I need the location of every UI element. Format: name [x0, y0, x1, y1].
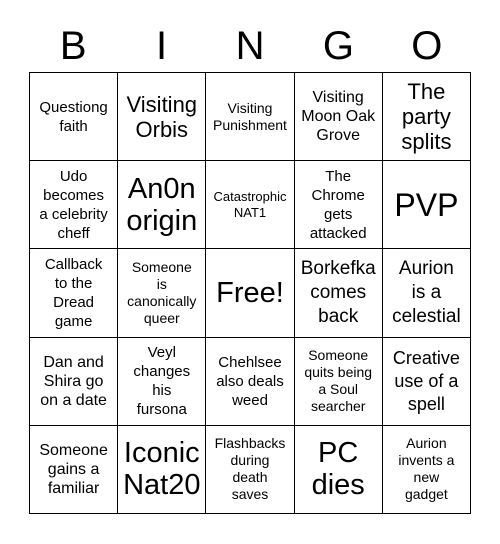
cell-text: Creative use of a spell	[392, 347, 460, 414]
bingo-header	[29, 20, 471, 72]
bingo-cell[interactable]	[295, 338, 383, 426]
cell-text: Callback to the Dread game	[44, 255, 103, 330]
cell-text: Visiting Orbis	[126, 91, 198, 142]
bingo-cell[interactable]	[206, 426, 294, 514]
cell-text: Free!	[216, 276, 284, 309]
cell-text: The party splits	[401, 79, 452, 155]
header-letter-i: I	[156, 24, 168, 68]
bingo-cell[interactable]	[295, 161, 383, 249]
bingo-cell[interactable]	[206, 338, 294, 426]
cell-text: PVP	[394, 186, 459, 223]
bingo-cell[interactable]	[383, 161, 471, 249]
header-letter-o: O	[411, 24, 443, 68]
cell-text: Aurion invents a new gadget	[398, 435, 455, 503]
bingo-cell[interactable]	[118, 426, 206, 514]
bingo-cell[interactable]	[295, 249, 383, 337]
cell-text: Flashbacks during death saves	[214, 435, 286, 503]
bingo-cell[interactable]	[295, 73, 383, 161]
bingo-cell[interactable]	[118, 338, 206, 426]
cell-text: Someone gains a familiar	[39, 441, 108, 497]
bingo-cell[interactable]	[206, 249, 294, 337]
header-letter-n: N	[235, 24, 265, 68]
cell-text: Chehlsee also deals weed	[216, 353, 284, 409]
header-letter-b: B	[59, 24, 87, 68]
cell-text: Borkefka comes back	[300, 257, 376, 327]
cell-text: Someone is canonically queer	[127, 258, 197, 326]
bingo-cell[interactable]	[30, 426, 118, 514]
cell-text: Veyl changes his fursona	[133, 344, 191, 419]
bingo-cell[interactable]	[118, 161, 206, 249]
bingo-cell[interactable]	[383, 338, 471, 426]
bingo-cell[interactable]	[30, 338, 118, 426]
cell-text: An0n origin	[126, 172, 198, 237]
bingo-cell[interactable]	[383, 426, 471, 514]
cell-text: Questiong faith	[39, 98, 108, 135]
cell-text: Someone quits being a Soul searcher	[304, 347, 373, 415]
bingo-cell[interactable]	[206, 73, 294, 161]
bingo-cell[interactable]	[295, 426, 383, 514]
bingo-cell[interactable]	[383, 73, 471, 161]
bingo-cell[interactable]	[30, 249, 118, 337]
cell-text: PC dies	[311, 437, 365, 502]
cell-text: Iconic Nat20	[123, 437, 201, 502]
cell-text: Udo becomes a celebrity cheff	[39, 167, 108, 242]
cell-text: Catastrophic NAT1	[213, 188, 287, 220]
bingo-cell[interactable]	[30, 161, 118, 249]
cell-text: Dan and Shira go on a date	[40, 353, 107, 409]
bingo-grid	[29, 72, 471, 514]
bingo-cell[interactable]	[118, 249, 206, 337]
cell-text: The Chrome gets attacked	[309, 167, 367, 242]
bingo-cell[interactable]	[30, 73, 118, 161]
bingo-cell[interactable]	[118, 73, 206, 161]
header-letter-g: G	[322, 24, 354, 68]
cell-text: Visiting Punishment	[213, 99, 287, 133]
cell-text: Aurion is a celestial	[392, 257, 461, 327]
bingo-cell[interactable]	[383, 249, 471, 337]
bingo-cell[interactable]	[206, 161, 294, 249]
cell-text: Visiting Moon Oak Grove	[301, 89, 376, 145]
